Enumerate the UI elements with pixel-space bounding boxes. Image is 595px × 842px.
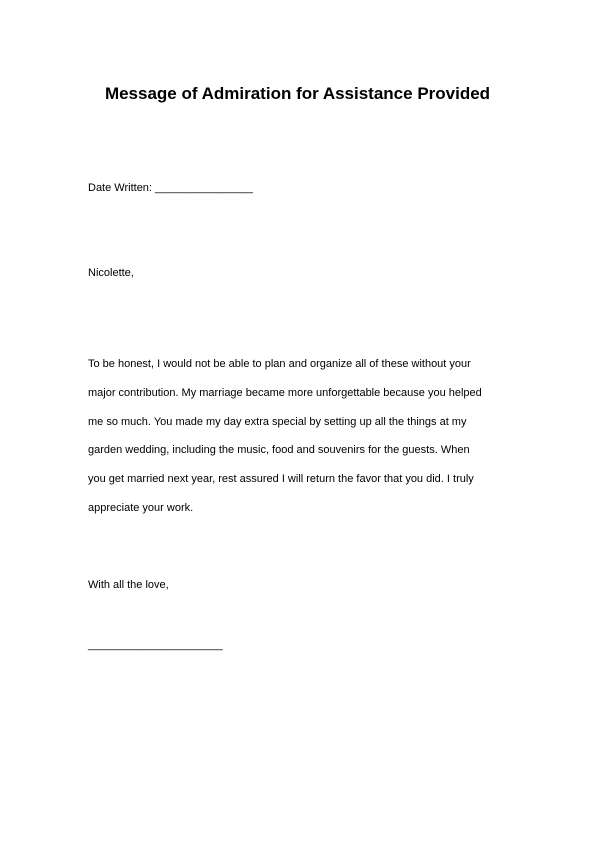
document-title: Message of Admiration for Assistance Provided (104, 84, 491, 103)
closing: With all the love, (88, 579, 169, 591)
signature-line: ______________________ (88, 639, 223, 651)
body-line: major contribution. My marriage became more unforgettable because you helped (88, 386, 482, 399)
body-line: appreciate your work. (88, 501, 194, 514)
body-line: you get married next year, rest assured I will return the favor that you did. I truly (88, 473, 474, 486)
salutation: Nicolette, (88, 267, 134, 279)
body-line: garden wedding, including the music, food and souvenirs for the guests. When (88, 444, 470, 457)
body-line: me so much. You made my day extra special by setting up all the things at my (88, 415, 467, 428)
body-line: To be honest, I would not be able to plan and organize all of these without your (88, 358, 471, 370)
date-written-line: Date Written: ________________ (88, 182, 253, 194)
letter-body (88, 350, 518, 523)
